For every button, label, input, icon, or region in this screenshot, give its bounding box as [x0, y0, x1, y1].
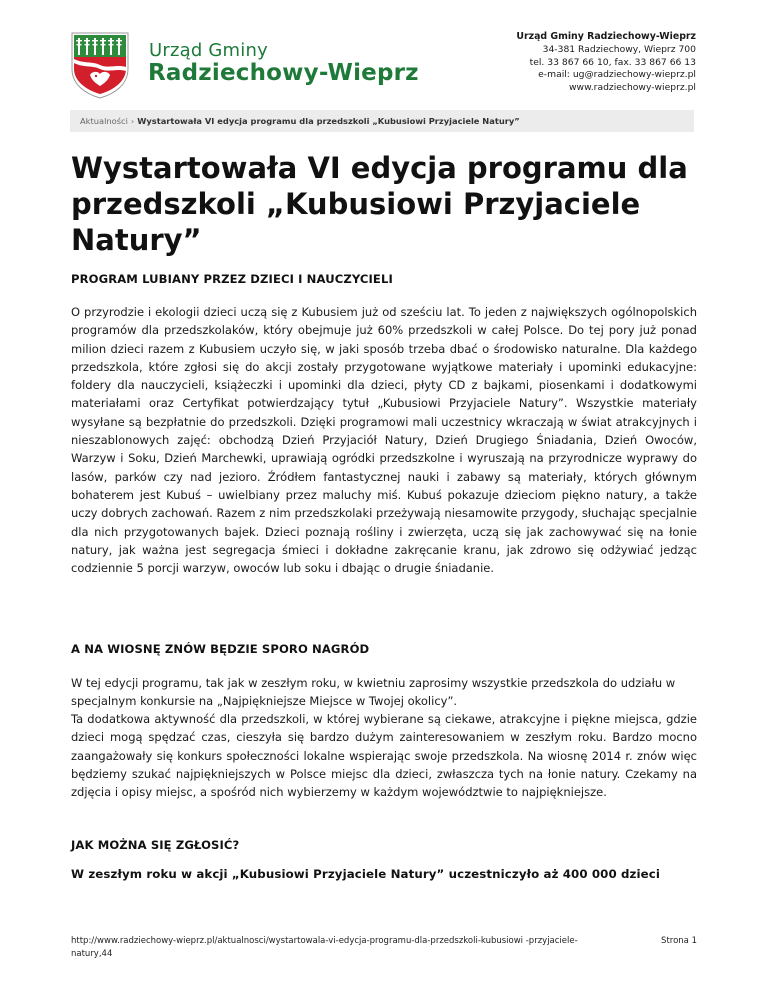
section-subheading-participants: W zeszłym roku w akcji „Kubusiowi Przyjaciele Natury” uczestniczyło aż 400 000 dzieci	[71, 867, 661, 881]
section-text-spring-intro: W tej edycji programu, tak jak w zeszłym roku, w kwietniu zaprosimy wszystkie przedszkola do udziału w specjalnym konkursie na „Najpiękniejsze Miejsce w Twojej okolicy”.	[71, 676, 676, 709]
breadcrumb-current: Wystartowała VI edycja programu dla przedszkoli „Kubusiowi Przyjaciele Natury”	[137, 116, 520, 126]
section-heading-program: PROGRAM LUBIANY PRZEZ DZIECI I NAUCZYCIELI	[71, 272, 393, 286]
contact-phone: tel. 33 867 66 10, fax. 33 867 66 13	[529, 56, 696, 68]
footer-page-url: http://www.radziechowy-wieprz.pl/aktualnosci/wystartowala-vi-edycja-programu-dla-przedszkoli-kubusiowi -przyjaciele-natury,44	[71, 936, 578, 959]
breadcrumb-separator: ›	[130, 116, 135, 126]
contact-block	[516, 31, 696, 95]
contact-email[interactable]: e-mail: ug@radziechowy-wieprz.pl	[538, 69, 696, 81]
section-text-program: O przyrodzie i ekologii dzieci uczą się z Kubusiem już od sześciu lat. To jeden z największych ogólnopolskich programów dla przedszkolaków, który obejmuje już 60% przedszkoli w całej Polsce. Do tej pory już ponad milion dzieci razem z Kubusiem uczyło się, w jaki sposób trzeba dbać o środowisko naturalne. Dla każdego przedszkola, które zgłosi się do akcji zostały przygotowane wyjątkowe materiały i upominki edukacyjne: foldery dla nauczycieli, książeczki i upominki dla dzieci, płyty CD z bajkami, piosenkami i dodatkowymi materiałami oraz Certyfikat potwierdzający tytuł „Kubusiowi Przyjaciele Natury”. Wszystkie materiały wysyłane są bezpłatnie do przedszkoli. Dzięki programowi mali uczestnicy wkraczają w świat atrakcyjnych i nieszablonowych zajęć: obchodzą Dzień Przyjaciół Natury, Dzień Drugiego Śniadania, Dzień Owoców, Warzyw i Soku, Dzień Marchewki, uprawiają ogródki przedszkolne i wyruszają na przyrodnicze wyprawy do lasów, parków czy nad jezioro. Źródłem fantastycznej nauki i zabawy są materiały, których głównym bohaterem jest Kubuś – uwielbiany przez maluchy miś. Kubuś pokazuje dzieciom piękno natury, a także uczy dobrych zachowań. Razem z nim przedszkolaki przeżywają niesamowite przygody, słuchając specjalnie dla nich przygotowanych bajek. Dzieci poznają rośliny i zwierzęta, uczą się jak zachowywać się na łonie natury, jak ważna jest segregacja śmieci i dokładne zakręcanie kranu, jak zdrowo się odżywiać jedząc codziennie 5 porcji warzyw, owoców lub soku i dbając o drugie śniadanie.	[71, 305, 697, 576]
section-heading-signup: JAK MOŻNA SIĘ ZGŁOSIĆ?	[71, 838, 240, 852]
brand-name: Radziechowy-Wieprz	[148, 60, 419, 86]
section-text-spring-details: Ta dodatkowa aktywność dla przedszkoli, w której wybierane są ciekawe, atrakcyjne i piękne miejsca, gdzie dzieci mogą spędzać czas, cieszyła się bardzo dużym zainteresowaniem w zeszłym roku. Bardzo mocno zaangażowały się konkurs społeczności lokalne wspierając swoje przedszkola. Na wiosnę 2014 r. znów więc będziemy szukać najpiękniejszych w Polsce miejsc dla dzieci, zwłaszcza tych na łonie natury. Czekamy na zdjęcia i opisy miejsc, a spośród nich wybierzemy w każdym województwie to najpiękniejsze.	[71, 712, 697, 800]
coat-of-arms-logo	[70, 31, 130, 99]
contact-website[interactable]: www.radziechowy-wieprz.pl	[569, 82, 696, 94]
contact-organization: Urząd Gminy Radziechowy-Wieprz	[516, 31, 696, 42]
footer-page-number: Strona 1	[661, 936, 697, 946]
brand-subtitle: Urząd Gminy	[149, 40, 268, 61]
breadcrumb	[70, 110, 694, 132]
article-title: Wystartowała VI edycja programu dla przedszkoli „Kubusiowi Przyjaciele Natury”	[71, 151, 688, 257]
page-header	[0, 0, 768, 110]
section-heading-spring: A NA WIOSNĘ ZNÓW BĘDZIE SPORO NAGRÓD	[71, 642, 370, 656]
breadcrumb-link-news[interactable]: Aktualności	[80, 116, 128, 126]
contact-address: 34-381 Radziechowy, Wieprz 700	[542, 43, 696, 55]
